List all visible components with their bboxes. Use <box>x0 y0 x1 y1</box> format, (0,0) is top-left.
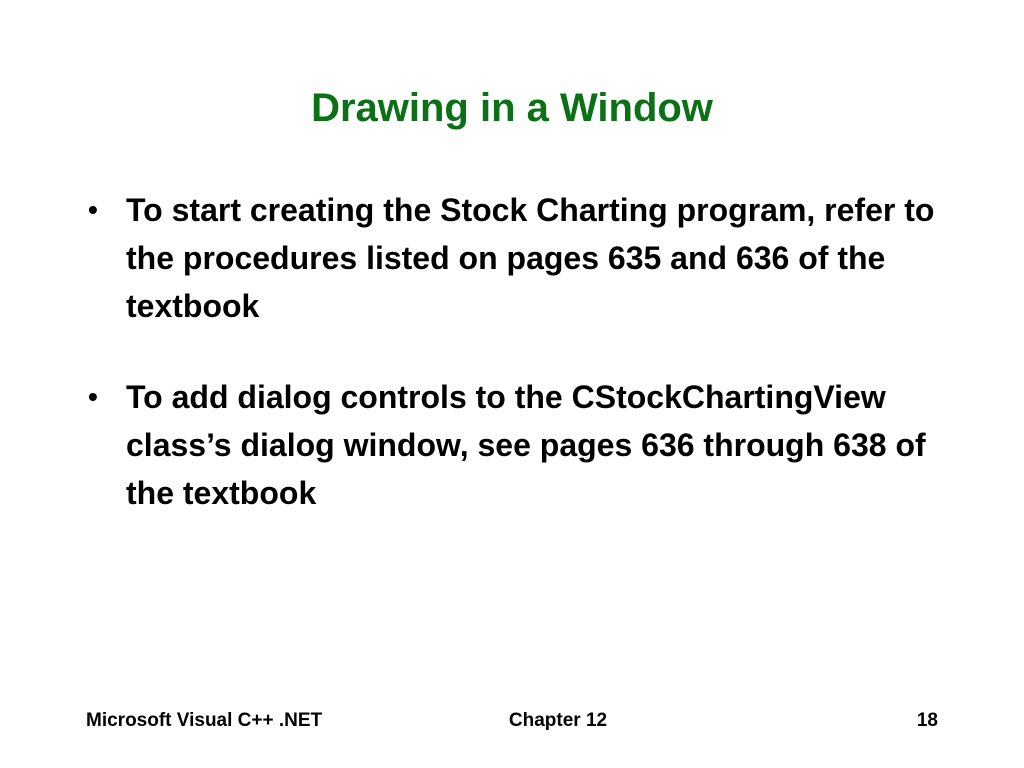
bullet-list <box>84 186 964 560</box>
bullet-icon: • <box>88 194 98 225</box>
bullet-item <box>84 186 964 330</box>
footer-page-number: 18 <box>916 710 938 731</box>
bullet-icon: • <box>88 381 98 412</box>
bullet-text: To start creating the Stock Charting program, refer to the procedures listed on pages 635 and 636 of the textbook <box>126 192 935 324</box>
bullet-item <box>84 373 964 517</box>
footer-course-name: Microsoft Visual C++ .NET <box>86 710 323 731</box>
bullet-text: To add dialog controls to the CStockChartingView class’s dialog window, see pages 636 through 638 of the textbook <box>126 379 926 511</box>
slide-title: Drawing in a Window <box>311 86 713 130</box>
slide-footer <box>0 706 1024 736</box>
footer-chapter: Chapter 12 <box>508 710 608 731</box>
